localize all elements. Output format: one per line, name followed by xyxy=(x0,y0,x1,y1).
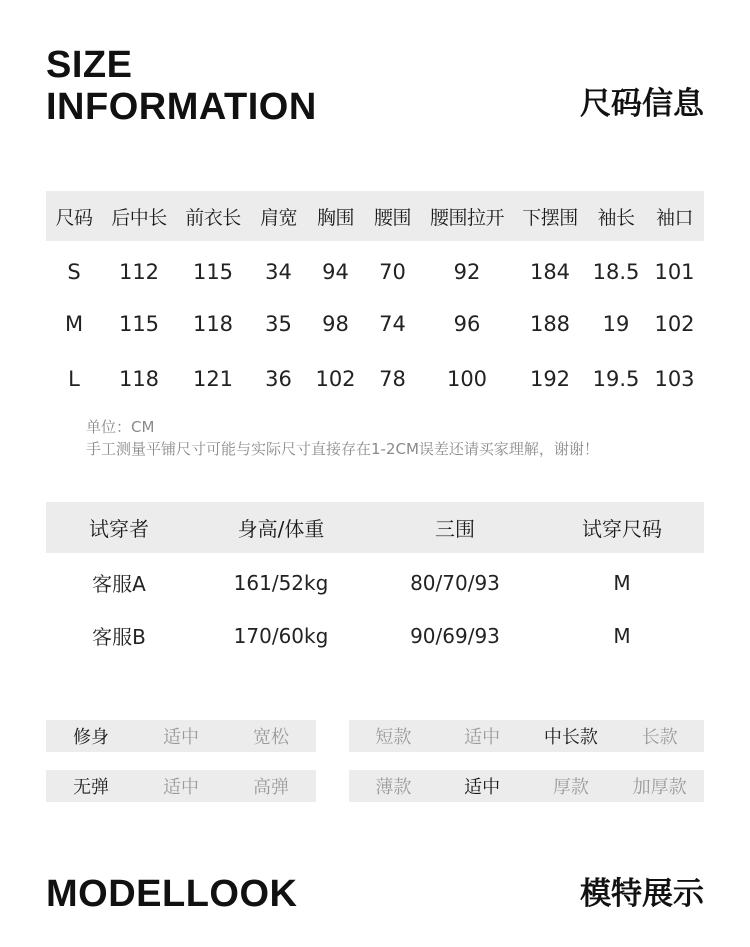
stretch-strip xyxy=(46,770,316,802)
title-line-1: SIZE xyxy=(46,44,133,86)
size-cell: 19 xyxy=(602,311,630,336)
fit-strip xyxy=(46,720,316,752)
tryon-cell: 170/60kg xyxy=(233,623,329,648)
thickness-option: 薄款 xyxy=(375,777,412,798)
size-cell: 115 xyxy=(118,311,160,336)
size-column-header: 尺码 xyxy=(46,191,102,241)
size-table-row xyxy=(46,296,704,351)
length-strip xyxy=(349,720,704,752)
size-cell: S xyxy=(67,259,81,284)
size-cell: M xyxy=(64,311,84,336)
size-cell: 19.5 xyxy=(592,366,640,391)
tryon-column-header: 试穿者 xyxy=(46,502,192,553)
tryon-cell: 客服B xyxy=(92,625,146,649)
size-cell: 100 xyxy=(446,366,488,391)
size-cell: 118 xyxy=(118,366,160,391)
size-column-header: 腰围 xyxy=(364,191,421,241)
measurement-note xyxy=(86,416,599,460)
thickness-strip xyxy=(349,770,704,802)
tryon-table-header xyxy=(46,502,704,553)
tryon-cell: 161/52kg xyxy=(233,570,329,595)
size-cell: 94 xyxy=(322,259,349,284)
size-column-header: 腰围拉开 xyxy=(421,191,513,241)
length-option: 中长款 xyxy=(543,727,598,748)
thickness-option: 加厚款 xyxy=(632,777,687,798)
size-cell: L xyxy=(68,366,80,391)
size-cell: 102 xyxy=(654,311,695,336)
size-column-header: 袖口 xyxy=(645,191,704,241)
size-cell: 34 xyxy=(265,259,292,284)
size-cell: 96 xyxy=(453,311,481,336)
tryon-table-row xyxy=(46,553,704,608)
size-cell: 192 xyxy=(529,366,571,391)
size-cell: 70 xyxy=(379,259,406,284)
size-cell: 98 xyxy=(322,311,349,336)
size-cell: 103 xyxy=(654,366,695,391)
tryon-table-row xyxy=(46,608,704,663)
length-option: 适中 xyxy=(464,727,501,748)
tryon-cell: 客服A xyxy=(92,572,146,596)
size-cell: 102 xyxy=(315,366,356,391)
title-line-2: INFORMATION xyxy=(46,86,317,128)
size-table-row xyxy=(46,241,704,296)
size-column-header: 袖长 xyxy=(587,191,645,241)
length-option: 短款 xyxy=(375,727,412,748)
thickness-option: 厚款 xyxy=(552,777,589,798)
stretch-option: 高弹 xyxy=(253,777,289,798)
tryon-cell: 90/69/93 xyxy=(410,623,500,648)
size-cell: 121 xyxy=(192,366,234,391)
size-cell: 188 xyxy=(529,311,571,336)
size-table-header xyxy=(46,191,704,241)
fit-option: 宽松 xyxy=(253,727,289,748)
size-table xyxy=(46,191,704,406)
tryon-cell: M xyxy=(613,570,631,595)
size-cell: 74 xyxy=(379,311,406,336)
size-cell: 115 xyxy=(192,259,234,284)
size-column-header: 肩宽 xyxy=(250,191,307,241)
size-cell: 184 xyxy=(529,259,571,284)
unit-note: 单位：CM xyxy=(86,418,155,436)
size-information-cn-title: 尺码信息 xyxy=(580,86,704,122)
tryon-column-header: 试穿尺码 xyxy=(540,502,704,553)
size-column-header: 下摆围 xyxy=(513,191,587,241)
modellook-title: MODELLOOK xyxy=(46,873,298,915)
tryon-cell: 80/70/93 xyxy=(410,570,500,595)
size-column-header: 前衣长 xyxy=(176,191,250,241)
size-cell: 35 xyxy=(265,311,292,336)
size-cell: 36 xyxy=(265,366,292,391)
tryon-column-header: 三围 xyxy=(370,502,540,553)
size-cell: 78 xyxy=(379,366,406,391)
size-cell: 101 xyxy=(654,259,695,284)
fit-option: 修身 xyxy=(73,727,109,748)
disclaimer-note: 手工测量平铺尺寸可能与实际尺寸直接存在1-2CM误差还请买家理解，谢谢！ xyxy=(86,440,599,458)
length-option: 长款 xyxy=(641,727,678,748)
tryon-cell: M xyxy=(613,623,631,648)
size-table-row xyxy=(46,351,704,406)
stretch-option: 无弹 xyxy=(73,777,109,798)
modellook-cn-title: 模特展示 xyxy=(580,876,704,912)
size-cell: 118 xyxy=(192,311,234,336)
size-cell: 112 xyxy=(118,259,160,284)
size-information-title xyxy=(46,44,317,128)
tryon-table xyxy=(46,502,704,663)
size-column-header: 后中长 xyxy=(102,191,176,241)
stretch-option: 适中 xyxy=(163,777,199,798)
fit-option: 适中 xyxy=(163,727,199,748)
thickness-option: 适中 xyxy=(464,777,501,798)
tryon-column-header: 身高/体重 xyxy=(192,502,370,553)
size-cell: 18.5 xyxy=(592,259,640,284)
size-column-header: 胸围 xyxy=(307,191,364,241)
size-cell: 92 xyxy=(453,259,481,284)
